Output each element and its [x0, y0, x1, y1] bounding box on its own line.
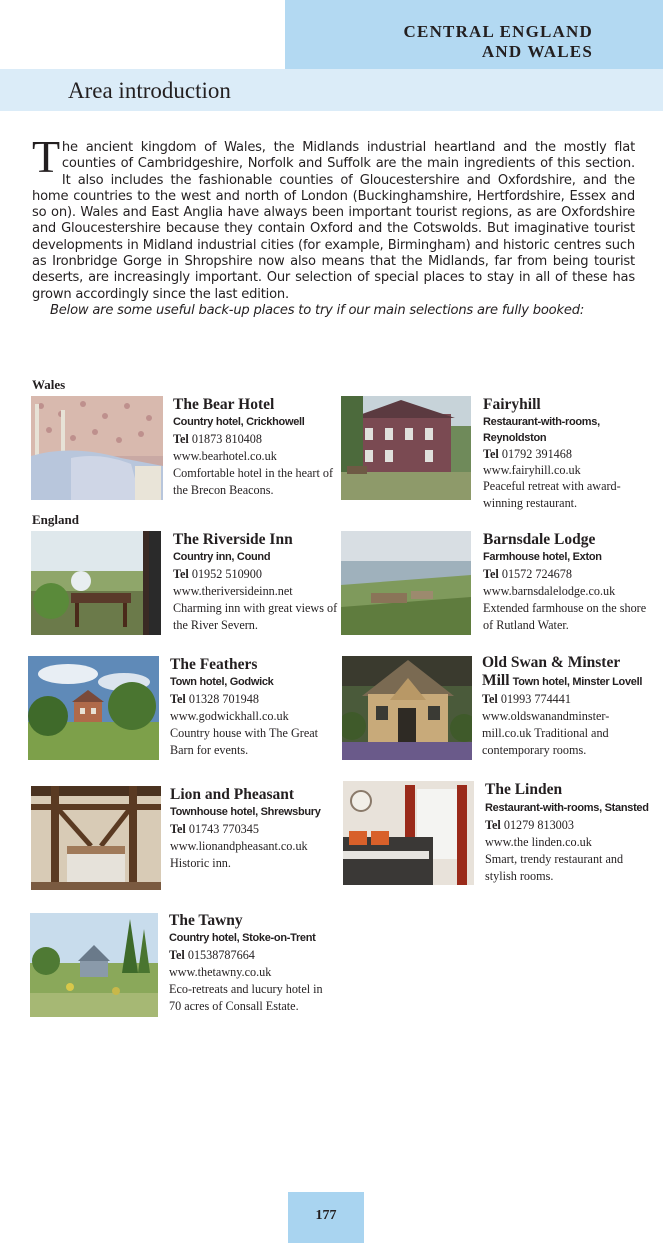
hotel-website: www.thetawny.co.uk	[169, 965, 272, 979]
chapter-title-line1: CENTRAL ENGLAND	[403, 22, 593, 41]
hotel-website: www.barnsdalelodge.co.uk	[483, 584, 616, 598]
hotel-website: www.the linden.co.uk	[485, 835, 592, 849]
chapter-title	[404, 22, 593, 62]
hotel-phone	[173, 566, 341, 583]
hotel-type: Country inn, Cound	[173, 551, 271, 563]
hotel-type: Farmhouse hotel, Exton	[483, 551, 602, 563]
listing-text	[173, 531, 341, 634]
hotel-phone	[173, 431, 341, 448]
hotel-description: Comfortable hotel in the heart of the Brecon Beacons.	[173, 466, 334, 497]
tel-label: Tel	[485, 818, 501, 832]
country-house-photo	[28, 656, 159, 760]
hotel-type: Town hotel, Minster Lovell	[512, 676, 643, 688]
listing-text	[173, 396, 341, 499]
hotel-name: Lion and Pheasant	[170, 786, 295, 803]
tel-number: 01572 724678	[501, 567, 572, 581]
tel-label: Tel	[482, 692, 498, 706]
section-title: Area introduction	[68, 78, 231, 103]
hotel-description: Peaceful retreat with award-winning restaurant.	[483, 479, 621, 510]
hotel-website: www.oldswanandminster-mill.co.uk	[482, 709, 610, 740]
hotel-website: www.lionandpheasant.co.uk	[170, 839, 308, 853]
listing-the-linden	[343, 781, 649, 891]
hotel-description: Country house with The Great Barn for events.	[170, 726, 319, 757]
ivy-house-photo	[341, 396, 471, 500]
tel-label: Tel	[170, 692, 186, 706]
tel-number: 01952 510900	[191, 567, 262, 581]
hotel-name: The Bear Hotel	[173, 396, 275, 413]
tel-label: Tel	[169, 948, 185, 962]
listing-fairyhill	[341, 396, 641, 510]
hotel-name: The Riverside Inn	[173, 531, 293, 548]
listing-text	[169, 912, 337, 1015]
hotel-website: www.fairyhill.co.uk	[483, 463, 581, 477]
hotel-name: Old Swan & Minster Mill	[482, 654, 620, 689]
hotel-website: www.godwickhall.co.uk	[170, 709, 289, 723]
intro-paragraph	[32, 131, 635, 303]
tel-number: 01993 774441	[500, 692, 571, 706]
listing-text	[483, 531, 651, 634]
hotel-website-desc	[482, 708, 650, 759]
tel-label: Tel	[173, 432, 189, 446]
hotel-name: Barnsdale Lodge	[483, 531, 596, 548]
region-label-wales: Wales	[32, 377, 66, 392]
listing-riverside-inn	[31, 531, 338, 641]
lake-view-photo	[341, 531, 471, 635]
hotel-name: The Linden	[485, 781, 563, 798]
hotel-phone	[169, 947, 337, 964]
stone-cottage-photo	[342, 656, 472, 760]
hotel-website: www.theriversideinn.net	[173, 584, 293, 598]
tel-number: 01328 701948	[188, 692, 259, 706]
listing-text	[482, 654, 650, 759]
intro-text	[32, 131, 635, 319]
hotel-type: Townhouse hotel, Shrewsbury	[170, 806, 321, 818]
hotel-type: Country hotel, Crickhowell	[173, 416, 305, 428]
hotel-type: Country hotel, Stoke-on-Trent	[169, 932, 316, 944]
chapter-title-line2: AND WALES	[481, 42, 593, 61]
hotel-name-line	[482, 654, 650, 708]
hotel-name: Fairyhill	[483, 396, 541, 413]
listing-old-swan-minster-mill	[342, 656, 642, 766]
hotel-bedroom-photo	[31, 396, 163, 500]
tel-label: Tel	[483, 567, 499, 581]
listing-barnsdale-lodge	[341, 531, 647, 641]
listing-text	[170, 786, 338, 872]
intro-subline: Below are some useful back-up places to try if our main selections are fully booked:	[50, 302, 585, 318]
hotel-description: Eco-retreats and lucury hotel in 70 acres of Consall Estate.	[169, 982, 323, 1013]
tel-label: Tel	[173, 567, 189, 581]
hotel-description: Smart, trendy restaurant and stylish rooms.	[485, 852, 624, 883]
hotel-phone	[170, 691, 338, 708]
hotel-type-phone	[485, 799, 653, 834]
listing-text	[170, 656, 338, 759]
hotel-type: Town hotel, Godwick	[170, 676, 274, 688]
hotel-description: Extended farmhouse on the shore of Rutland Water.	[483, 601, 647, 632]
listing-text	[483, 396, 651, 512]
hotel-phone	[170, 821, 338, 838]
listing-lion-and-pheasant	[31, 786, 331, 896]
listing-the-tawny	[30, 913, 330, 1023]
listing-the-feathers	[28, 656, 328, 766]
hotel-website: www.bearhotel.co.uk	[173, 449, 277, 463]
river-terrace-photo	[31, 531, 161, 635]
garden-estate-photo	[30, 913, 158, 1017]
listing-bear-hotel	[31, 396, 334, 506]
tel-label: Tel	[170, 822, 186, 836]
hotel-type: Restaurant-with-rooms, Reynoldston	[483, 416, 600, 444]
tel-number: 01873 810408	[191, 432, 262, 446]
tel-number: 01538787664	[187, 948, 255, 962]
hotel-description: Traditional and contemporary rooms.	[482, 726, 609, 757]
tel-number: 01743 770345	[188, 822, 259, 836]
hotel-phone-web	[483, 446, 651, 478]
hotel-description: Historic inn.	[170, 856, 231, 870]
page-number: 177	[315, 1208, 337, 1223]
listing-text	[485, 781, 653, 885]
hotel-phone	[483, 566, 651, 583]
beamed-room-photo	[31, 786, 161, 890]
tel-number: 01792 391468	[501, 447, 572, 461]
hotel-name: The Tawny	[169, 912, 243, 929]
tel-label: Tel	[483, 447, 499, 461]
region-label-england: England	[32, 512, 79, 527]
intro-body: he ancient kingdom of Wales, the Midlands industrial heartland and the mostly flat counties of Cambridgeshire, Norfolk and Suffolk are the main ingredients of this section. It also includes the fashionable counties of Gloucestershire and Oxfordshire, and the home countries to the west and north of London (Buckinghamshire, Hertfordshire, Essex and so on). Wales and East Anglia have always been important tourist regions, as are Oxfordshire and Gloucestershire because they contain Oxford and the Cotswolds. But imaginative tourist developments in Midland industrial cities (for example, Birmingham) and historic centres such as Ironbridge Gorge in Shropshire now also means that the Midlands, far from being tourist deserts, are increasingly important. Our selection of special places to stay in all of these has grown accordingly since the last edition.	[32, 140, 635, 302]
modern-bedroom-photo	[343, 781, 474, 885]
hotel-description: Charming inn with great views of the River Severn.	[173, 601, 338, 632]
hotel-type: Restaurant-with-rooms, Stansted	[485, 802, 649, 814]
drop-cap: T	[32, 131, 60, 182]
hotel-name: The Feathers	[170, 656, 258, 673]
tel-number: 01279 813003	[503, 818, 574, 832]
